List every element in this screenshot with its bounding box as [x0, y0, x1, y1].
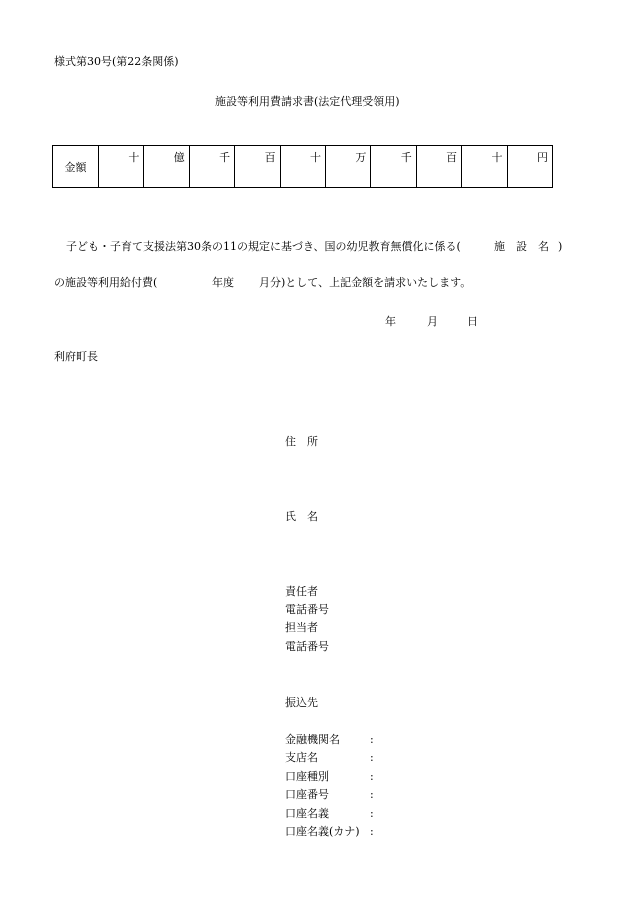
- transfer-destination-heading: 振込先: [285, 696, 318, 709]
- account-number-label: 口座番号: [285, 788, 329, 801]
- digit-cell-sen-man[interactable]: 千: [189, 146, 234, 188]
- account-holder-kana-colon: :: [370, 825, 374, 838]
- account-number-colon: :: [370, 788, 374, 801]
- body-line-2-start: の施設等利用給付費(: [54, 276, 158, 289]
- date-day: 日: [467, 315, 478, 328]
- body-line-1-close: ): [558, 240, 563, 253]
- account-holder-label: 口座名義: [285, 807, 329, 820]
- bank-name-colon: :: [370, 733, 374, 746]
- date-month: 月: [427, 315, 438, 328]
- account-type-colon: :: [370, 770, 374, 783]
- digit-cell-sen[interactable]: 千: [371, 146, 416, 188]
- digit-cell-oku[interactable]: 億: [144, 146, 189, 188]
- digit-cell-ju[interactable]: 十: [462, 146, 507, 188]
- digit-cell-ju-oku[interactable]: 十: [99, 146, 144, 188]
- responsible-person-label: 責任者: [285, 585, 318, 598]
- phone-label-1: 電話番号: [285, 603, 329, 616]
- branch-name-colon: :: [370, 751, 374, 764]
- account-holder-colon: :: [370, 807, 374, 820]
- date-year: 年: [385, 315, 396, 328]
- facility-name-placeholder[interactable]: 施 設 名: [494, 240, 549, 253]
- bank-name-label: 金融機関名: [285, 733, 340, 746]
- body-line-1: 子ども・子育て支援法第30条の11の規定に基づき、国の幼児教育無償化に係る(: [66, 240, 461, 253]
- amount-label: 金額: [64, 160, 87, 174]
- digit-cell-en[interactable]: 円: [507, 146, 552, 188]
- digit-cell-hyaku-man[interactable]: 百: [235, 146, 280, 188]
- form-number: 様式第30号(第22条関係): [54, 55, 179, 68]
- digit-cell-ju-man[interactable]: 十: [280, 146, 325, 188]
- month-label: 月分)として、上記金額を請求いたします。: [259, 276, 472, 289]
- name-label: 氏 名: [285, 510, 318, 523]
- branch-name-label: 支店名: [285, 751, 318, 764]
- phone-label-2: 電話番号: [285, 640, 329, 653]
- account-type-label: 口座種別: [285, 770, 329, 783]
- digit-cell-man[interactable]: 万: [325, 146, 370, 188]
- amount-label-cell: [53, 146, 99, 188]
- digit-cell-hyaku[interactable]: 百: [416, 146, 461, 188]
- amount-table: [52, 145, 553, 188]
- recipient: 利府町長: [54, 350, 98, 363]
- person-in-charge-label: 担当者: [285, 621, 318, 634]
- fiscal-year-label: 年度: [212, 276, 234, 289]
- account-holder-kana-label: 口座名義(カナ): [285, 825, 360, 838]
- address-label: 住 所: [285, 435, 318, 448]
- document-title: 施設等利用費請求書(法定代理受領用): [215, 95, 400, 108]
